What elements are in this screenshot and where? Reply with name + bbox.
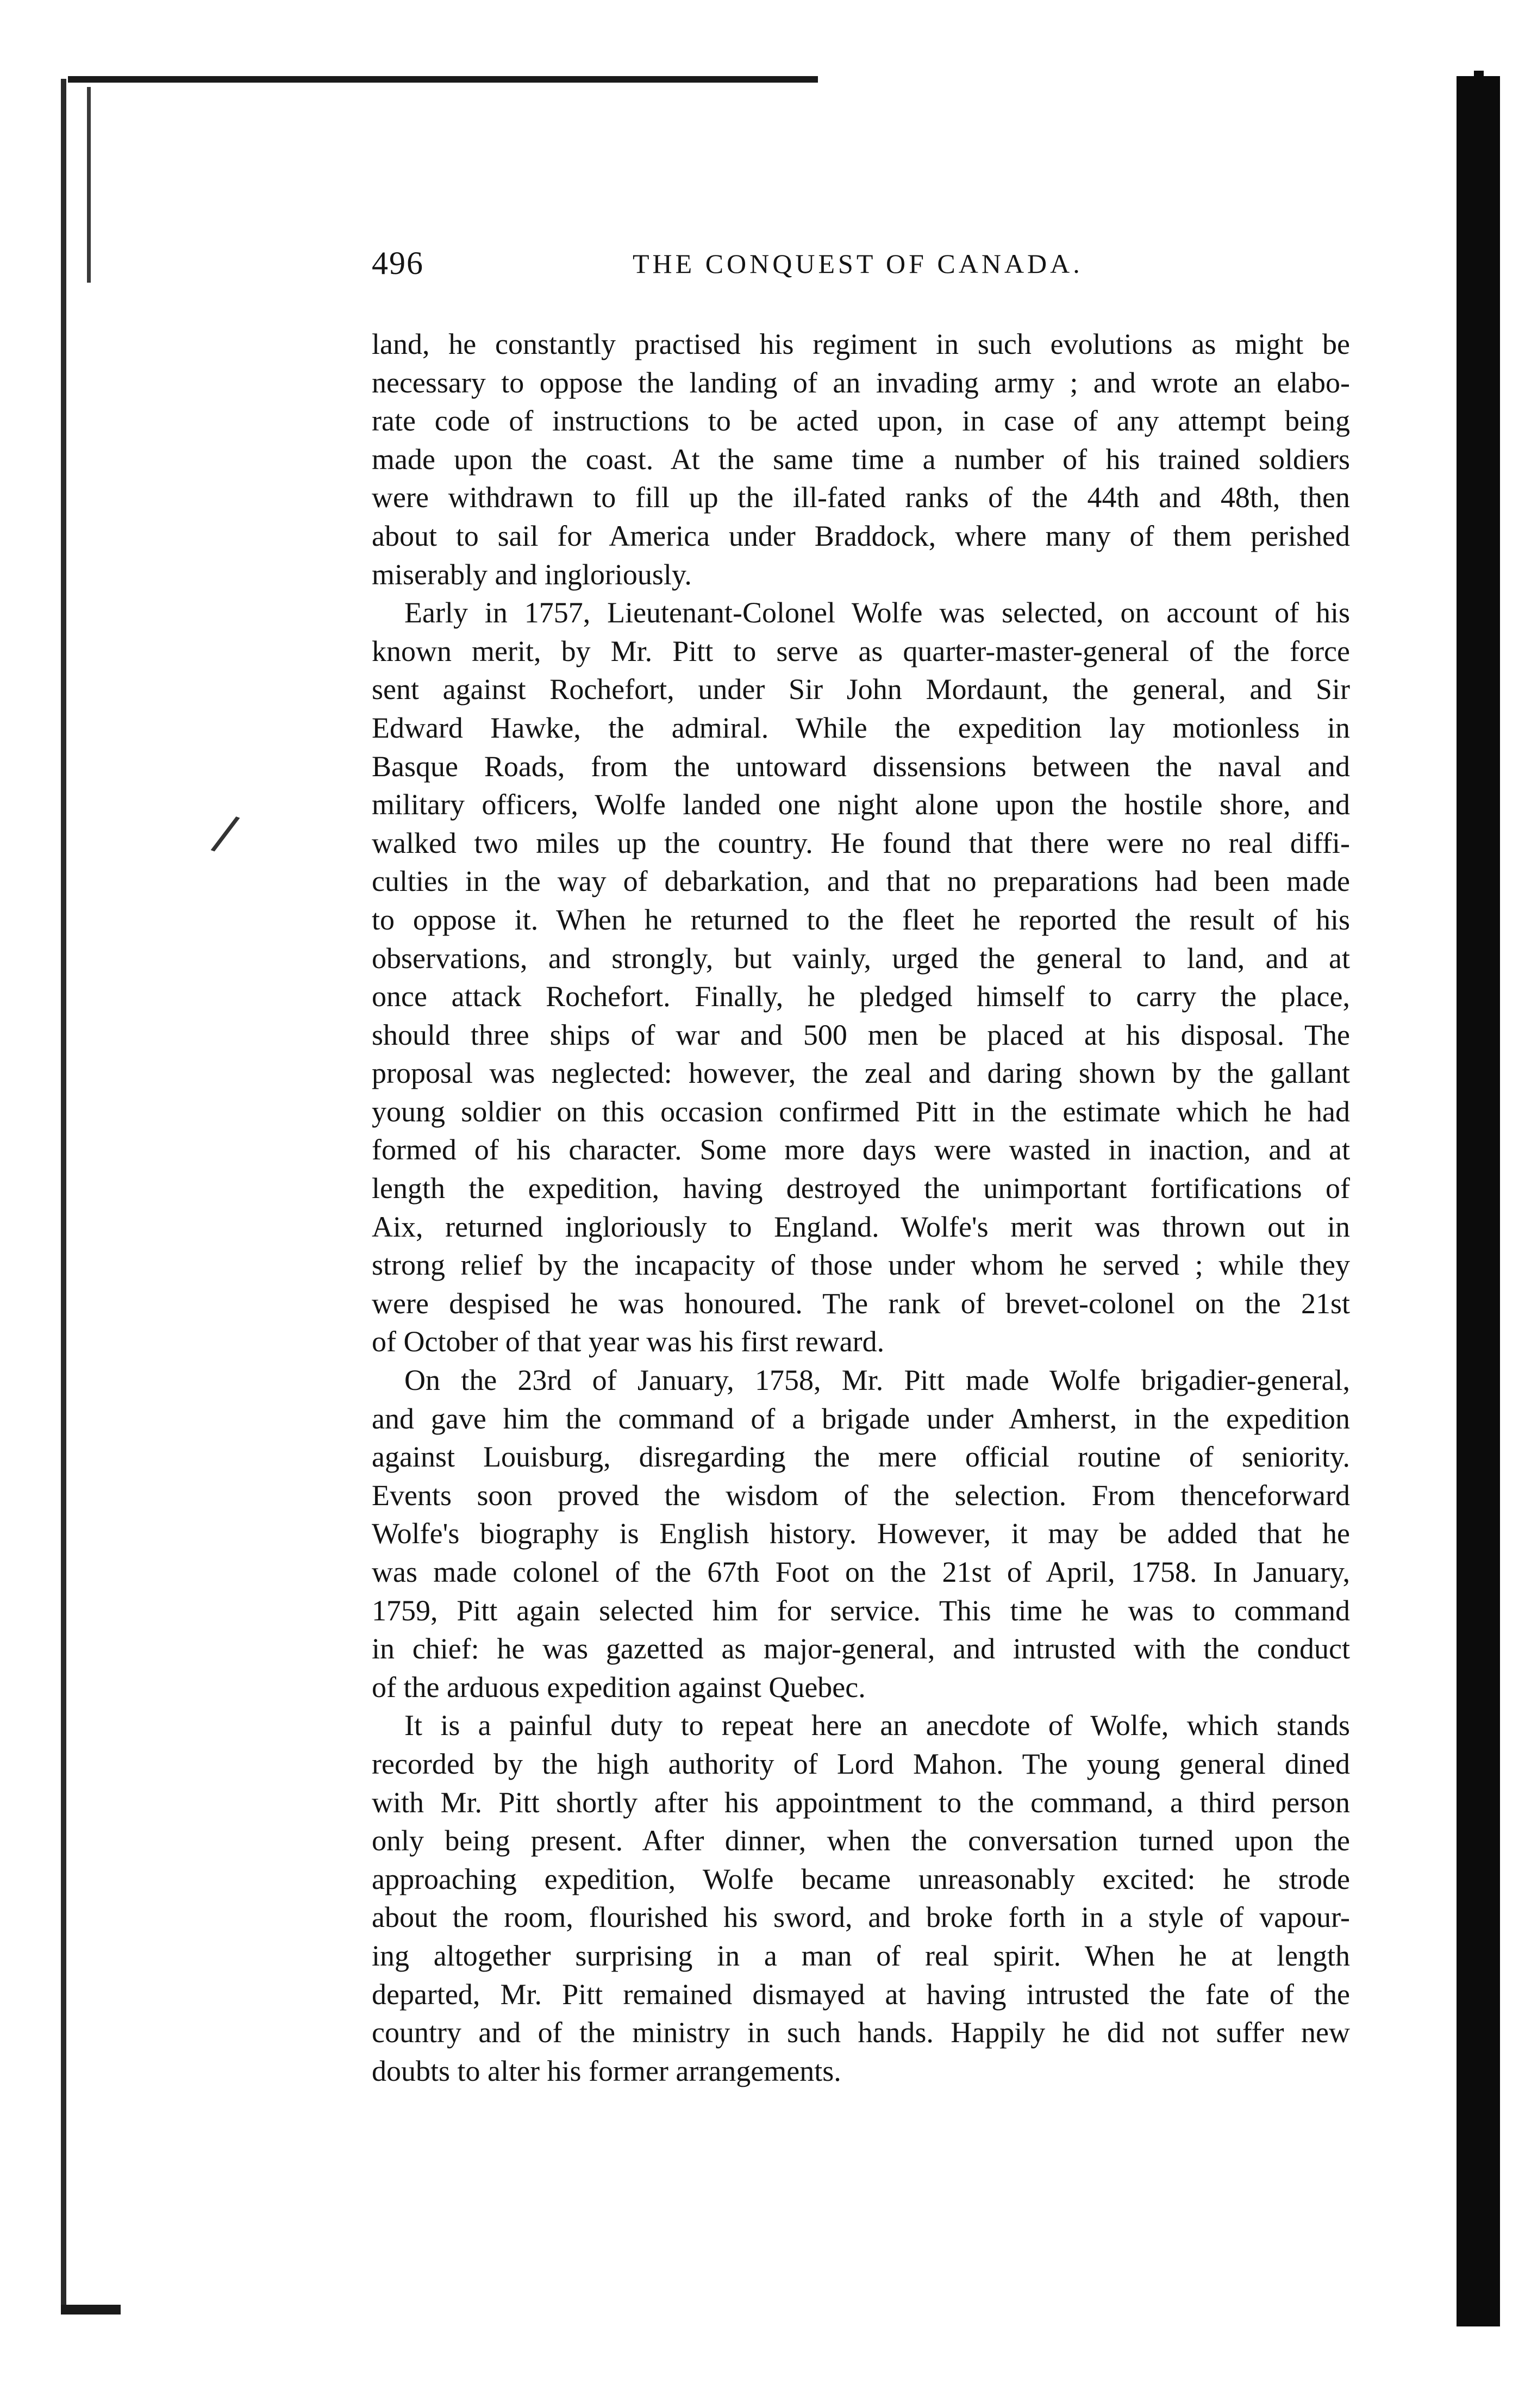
text-line: miserably and ingloriously. [372, 558, 692, 591]
text-line: only being present. After dinner, when the conversation turned upon the [372, 1824, 1350, 1857]
text-line: departed, Mr. Pitt remained dismayed at having intrusted the fate of the [372, 1977, 1350, 2011]
text-line: made upon the coast. At the same time a number of his trained soldiers [372, 442, 1350, 476]
text-line: against Louisburg, disregarding the mere official routine of seniority. [372, 1440, 1350, 1474]
text-line: approaching expedition, Wolfe became unreasonably excited: he strode [372, 1862, 1350, 1895]
text-line: in chief: he was gazetted as major-general, and intrusted with the conduct [372, 1632, 1350, 1665]
text-line: of October of that year was his first reward. [372, 1325, 885, 1358]
margin-pencil-mark: / [208, 803, 243, 863]
text-line: about to sail for America under Braddock, where many of them perished [372, 519, 1350, 552]
text-line: with Mr. Pitt shortly after his appointment to the command, a third person [372, 1786, 1350, 1819]
running-title: THE CONQUEST OF CANADA. [633, 248, 1083, 279]
text-line: were withdrawn to fill up the ill-fated ranks of the 44th and 48th, then [372, 481, 1350, 514]
text-line: walked two miles up the country. He found that there were no real diffi- [372, 826, 1350, 859]
running-head [372, 245, 1100, 288]
body-text [372, 325, 1350, 2090]
text-line: ing altogether surprising in a man of real spirit. When he at length [372, 1939, 1350, 1972]
text-line: land, he constantly practised his regiment in such evolutions as might be [372, 328, 1350, 360]
text-line: sent against Rochefort, under Sir John Mordaunt, the general, and Sir [372, 673, 1350, 706]
scan-top-rule-dash [772, 76, 787, 82]
text-line: was made colonel of the 67th Foot on the 21st of April, 1758. In January, [372, 1556, 1350, 1588]
text-line: strong relief by the incapacity of those under whom he served ; while they [372, 1249, 1350, 1282]
text-line: proposal was neglected: however, the zeal and daring shown by the gallant [372, 1057, 1350, 1090]
text-line: doubts to alter his former arrangements. [372, 2054, 841, 2087]
text-line: Events soon proved the wisdom of the selection. From thenceforward [372, 1479, 1350, 1512]
text-line: to oppose it. When he returned to the fleet he reported the result of his [372, 903, 1350, 936]
text-line: recorded by the high authority of Lord Mahon. The young general dined [372, 1747, 1350, 1780]
text-line: observations, and strongly, but vainly, urged the general to land, and at [372, 941, 1350, 975]
text-line: country and of the ministry in such hands. Happily he did not suffer new [372, 2016, 1350, 2049]
text-line: Edward Hawke, the admiral. While the expedition lay motionless in [372, 711, 1350, 744]
text-line: and gave him the command of a brigade under Amherst, in the expedition [372, 1402, 1350, 1435]
text-line: of the arduous expedition against Quebec. [372, 1670, 866, 1704]
text-line: rate code of instructions to be acted upon, in case of any attempt being [372, 404, 1350, 438]
text-line: military officers, Wolfe landed one night alone upon the hostile shore, and [372, 788, 1350, 821]
text-line: culties in the way of debarkation, and that no preparations had been made [372, 865, 1350, 898]
scan-top-rule-dash [795, 76, 807, 82]
paragraph-start: On the 23rd of January, 1758, Mr. Pitt made Wolfe brigadier-general, [404, 1364, 1350, 1397]
text-line: 1759, Pitt again selected him for service. This time he was to command [372, 1594, 1350, 1627]
scan-left-edge-inner [87, 87, 91, 283]
text-line: once attack Rochefort. Finally, he pledged himself to carry the place, [372, 980, 1350, 1013]
paragraph-start: Early in 1757, Lieutenant-Colonel Wolfe was selected, on account of his [404, 596, 1350, 629]
text-line: Wolfe's biography is English history. However, it may be added that he [372, 1517, 1350, 1550]
page-number: 496 [372, 245, 424, 281]
text-line: young soldier on this occasion confirmed Pitt in the estimate which he had [372, 1095, 1350, 1128]
text-line: necessary to oppose the landing of an invading army ; and wrote an elabo- [372, 366, 1350, 399]
text-line: formed of his character. Some more days were wasted in inaction, and at [372, 1133, 1350, 1166]
paragraph-start: It is a painful duty to repeat here an anecdote of Wolfe, which stands [404, 1709, 1350, 1742]
text-line: about the room, flourished his sword, and broke forth in a style of vapour- [372, 1901, 1350, 1934]
text-line: Aix, returned ingloriously to England. Wolfe's merit was thrown out in [372, 1210, 1350, 1243]
text-line: should three ships of war and 500 men be placed at his disposal. The [372, 1018, 1350, 1051]
scan-right-edge [1457, 76, 1500, 2326]
scan-left-bottom-bracket [61, 2305, 121, 2315]
scan-left-edge [61, 79, 66, 2313]
text-line: Basque Roads, from the untoward dissensions between the naval and [372, 750, 1350, 783]
text-line: were despised he was honoured. The rank of brevet-colonel on the 21st [372, 1287, 1350, 1320]
text-line: length the expedition, having destroyed the unimportant fortifications of [372, 1172, 1350, 1205]
scan-top-rule [68, 76, 818, 83]
text-line: known merit, by Mr. Pitt to serve as quarter-master-general of the force [372, 634, 1350, 667]
